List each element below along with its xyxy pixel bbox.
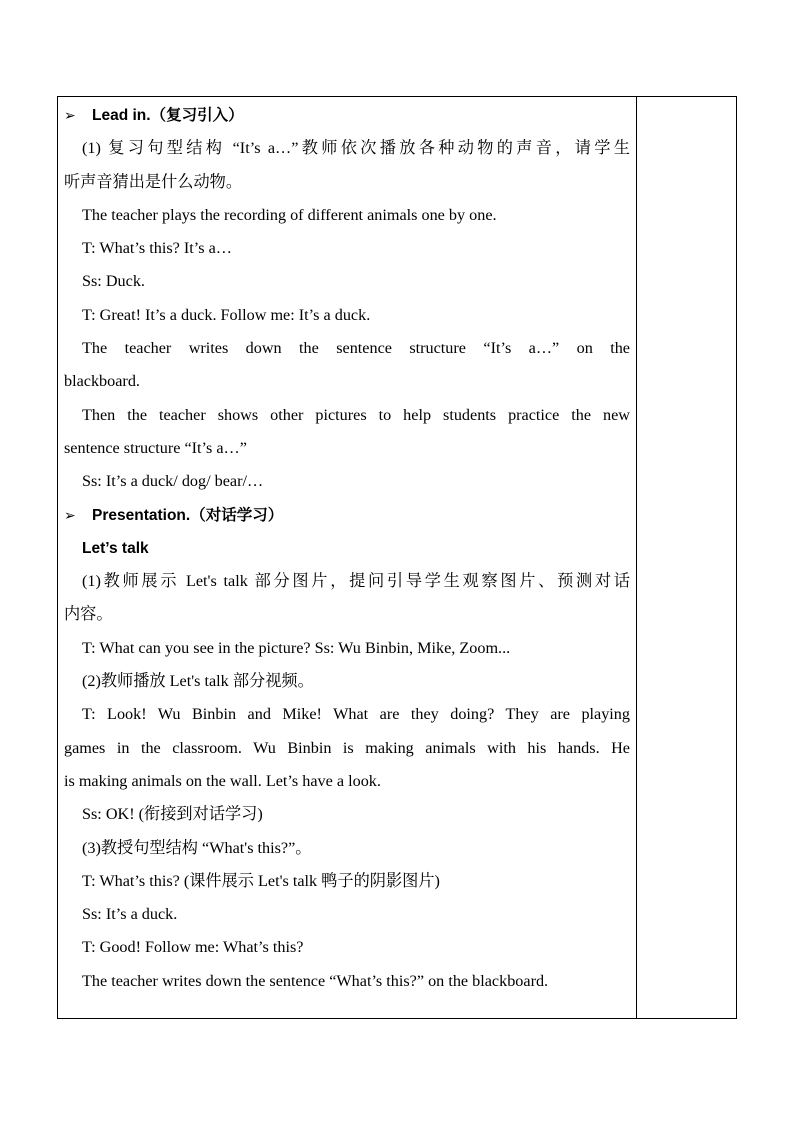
arrow-bullet-icon: ➢	[64, 108, 76, 124]
dialogue-line: T: Look! Wu Binbin and Mike! What are they doing? They are playing	[82, 705, 630, 724]
paragraph-line: The teacher plays the recording of different animals one by one.	[82, 205, 497, 224]
dialogue-line: Ss: OK! (衔接到对话学习)	[82, 805, 263, 824]
dialogue-line: T: Great! It’s a duck. Follow me: It’s a duck.	[82, 305, 371, 324]
dialogue-line: T: Good! Follow me: What’s this?	[82, 938, 304, 957]
dialogue-line: T: What’s this? It’s a…	[82, 239, 232, 258]
dialogue-line: Ss: Duck.	[82, 272, 145, 291]
paragraph-line: (3)教授句型结构 “What's this?”。	[82, 838, 312, 857]
paragraph-line: sentence structure “It’s a…”	[64, 438, 247, 457]
paragraph-line: The teacher writes down the sentence structure “It’s a…” on the	[82, 339, 630, 358]
paragraph-line: blackboard.	[64, 372, 140, 391]
lead-in-heading-row	[64, 99, 630, 132]
arrow-bullet-icon: ➢	[64, 507, 76, 524]
lets-talk-label: Let’s talk	[82, 539, 149, 557]
presentation-heading-row	[64, 499, 630, 532]
presentation-heading: Presentation.（对话学习）	[92, 506, 284, 524]
column-divider	[636, 96, 637, 1019]
dialogue-line: Ss: It’s a duck.	[82, 905, 178, 924]
paragraph-line: is making animals on the wall. Let’s have a look.	[64, 771, 381, 790]
lesson-content-cell	[64, 99, 630, 998]
dialogue-line: T: What can you see in the picture? Ss: Wu Binbin, Mike, Zoom...	[82, 638, 511, 657]
paragraph-line: The teacher writes down the sentence “What’s this?” on the blackboard.	[82, 971, 549, 990]
paragraph-line: (2)教师播放 Let's talk 部分视频。	[82, 672, 314, 691]
paragraph-line: games in the classroom. Wu Binbin is making animals with his hands. He	[64, 738, 630, 757]
dialogue-line: Ss: It’s a duck/ dog/ bear/…	[82, 472, 264, 491]
paragraph-line: (1)教师展示 Let's talk 部分图片，提问引导学生观察图片、预测对话	[82, 572, 630, 591]
lead-in-heading: Lead in.（复习引入）	[92, 107, 244, 124]
paragraph-line: (1) 复习句型结构 “It’s a…”教师依次播放各种动物的声音，请学生	[82, 139, 630, 158]
paragraph-line: Then the teacher shows other pictures to help students practice the new	[82, 405, 630, 424]
dialogue-line: T: What’s this? (课件展示 Let's talk 鸭子的阴影图片)	[82, 871, 440, 890]
paragraph-line: 听声音猜出是什么动物。	[64, 172, 243, 191]
paragraph-line: 内容。	[64, 605, 113, 624]
